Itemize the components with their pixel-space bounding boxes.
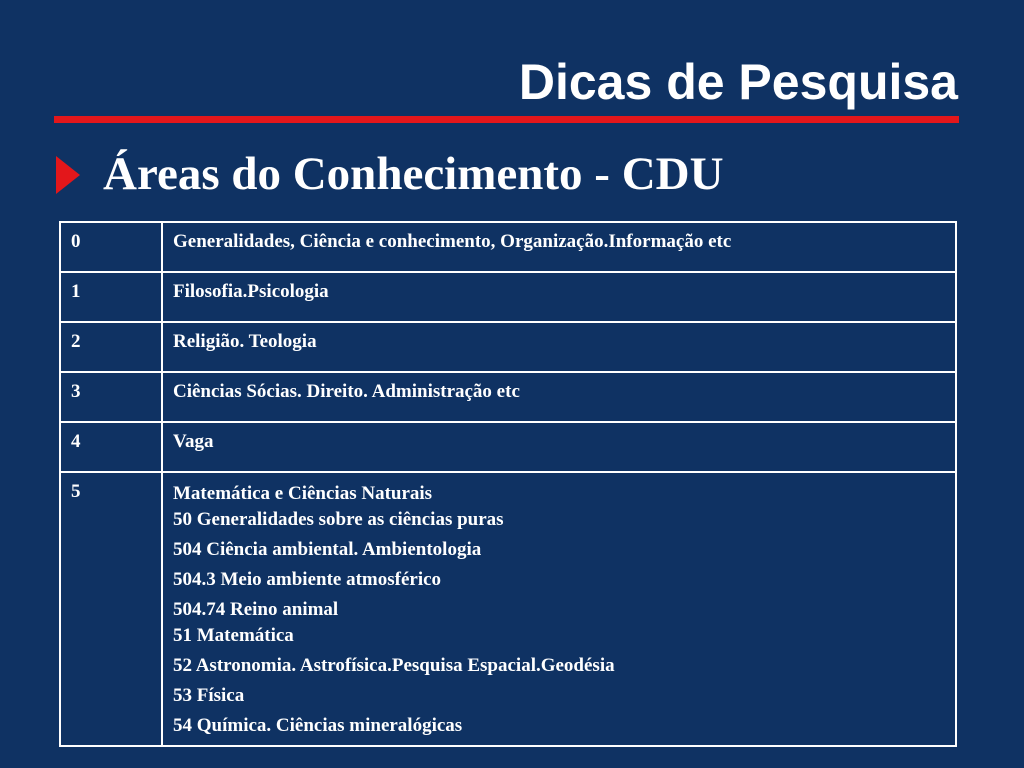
class-heading: Matemática e Ciências Naturais [173,483,433,504]
table-row [60,272,956,322]
table-row [60,372,956,422]
class-description: Generalidades, Ciência e conhecimento, Organização.Informação etc [162,222,956,272]
table-row [60,222,956,272]
subclass-entry: 504 Ciência ambiental. Ambientologia [173,539,482,560]
class-code: 1 [60,272,162,322]
subclass-entry: 504.74 Reino animal [173,599,339,620]
class-code: 4 [60,422,162,472]
class-description [162,472,956,746]
bullet-arrow-icon [56,156,80,194]
slide-subtitle: Áreas do Conhecimento - CDU [103,148,724,200]
table-row [60,472,956,746]
title-underline [54,116,959,123]
subclass-entry: 54 Química. Ciências mineralógicas [173,715,463,736]
subclass-entry: 53 Física [173,685,245,706]
class-code: 0 [60,222,162,272]
class-description: Ciências Sócias. Direito. Administração etc [162,372,956,422]
table-row [60,422,956,472]
class-description: Religião. Teologia [162,322,956,372]
class-code: 3 [60,372,162,422]
class-code: 5 [60,472,162,746]
class-code: 2 [60,322,162,372]
slide-title: Dicas de Pesquisa [518,54,958,110]
subclass-entry: 52 Astronomia. Astrofísica.Pesquisa Espacial.Geodésia [173,655,615,676]
table-row [60,322,956,372]
class-description: Filosofia.Psicologia [162,272,956,322]
subclass-entry: 50 Generalidades sobre as ciências puras [173,509,504,530]
subclass-entry: 51 Matemática [173,625,294,646]
subclass-entry: 504.3 Meio ambiente atmosférico [173,569,442,590]
cdu-table [59,221,957,747]
class-description: Vaga [162,422,956,472]
